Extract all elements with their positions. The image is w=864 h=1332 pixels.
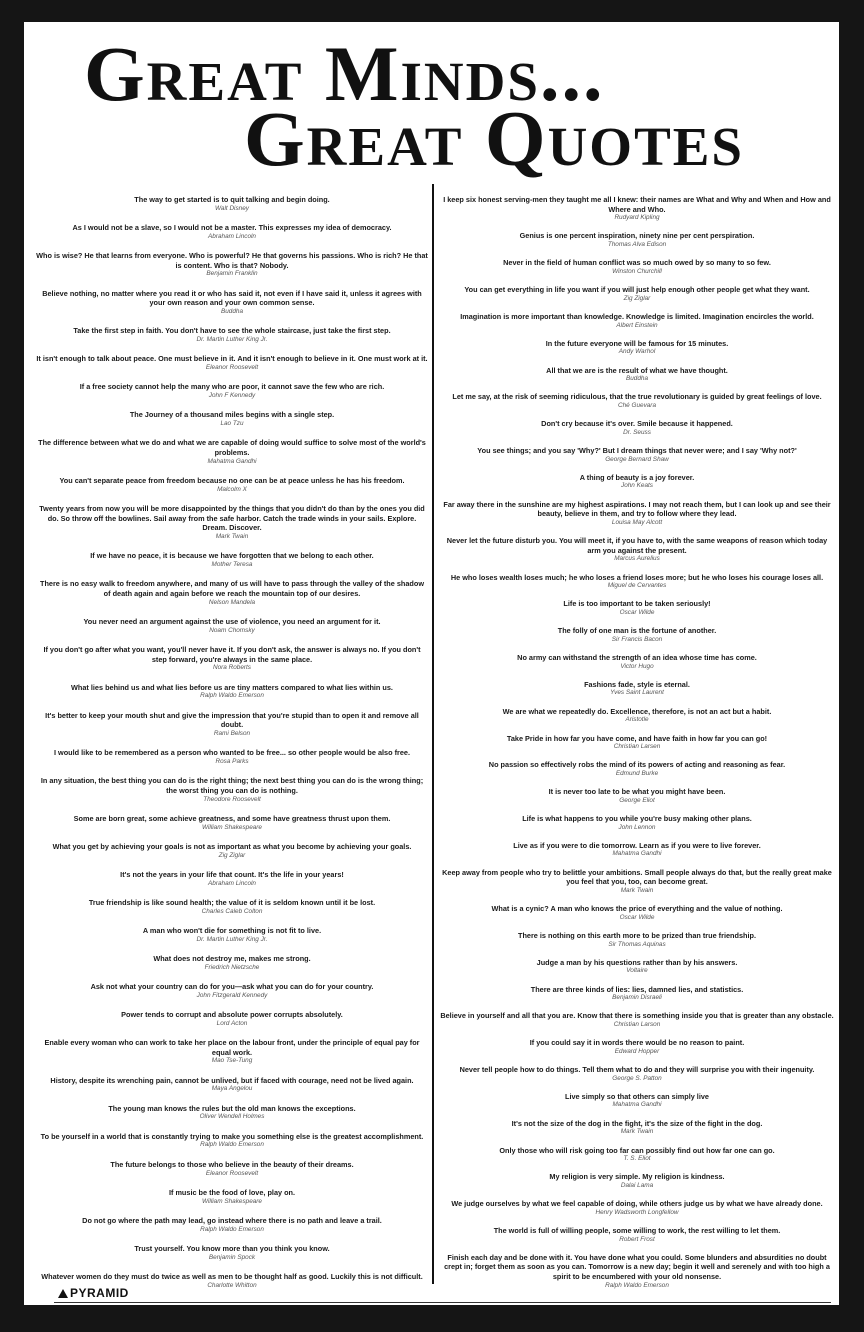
quote-text: He who loses wealth loses much; he who loses a friend loses more; but he who loses his courage loses all. [450,572,824,582]
quote-text: A thing of beauty is a joy forever. [579,472,695,482]
quote-text: Take Pride in how far you have come, and have faith in how far you can go! [506,733,768,743]
quote-author: Lao Tzu [220,420,244,427]
quote-text: History, despite its wrenching pain, cannot be unlived, but if faced with courage, need not be lived again. [50,1075,414,1085]
quote-block [440,1011,834,1029]
quote-author: Buddha [625,375,649,383]
quote-author: Abraham Lincoln [208,232,256,240]
quote-text: Never tell people how to do things. Tell them what to do and they will surprise you with their ingenuity. [459,1065,815,1075]
quote-text: No army can withstand the strength of an idea whose time has come. [517,653,757,663]
quote-block [440,1199,834,1217]
quote-text: The folly of one man is the fortune of another. [557,626,717,636]
quote-text: There are three kinds of lies: lies, damned lies, and statistics. [530,984,744,994]
quote-text: It isn't enough to talk about peace. One must believe in it. And it isn't enough to believe in it. One must work at it. [36,354,428,364]
quote-author: Oliver Wendell Holmes [199,1113,265,1121]
footer-rule [54,1302,831,1303]
quote-text: True friendship is like sound health; the value of it is seldom known until it be lost. [88,898,376,908]
quote-text: The way to get started is to quit talking and begin doing. [134,195,330,204]
quote-text: You see things; and you say 'Why?' But I dream things that never were; and I say 'Why not?' [477,446,797,456]
quote-text: Do not go where the path may lead, go instead where there is no path and leave a trail. [82,1215,382,1225]
quote-block [440,312,834,330]
quote-author: Zig Ziglar [623,294,651,302]
quote-block [36,617,428,635]
quote-author: Benjamin Spock [208,1253,256,1261]
quote-author: Dr. Martin Luther King Jr. [196,335,268,343]
quote-author: Ralph Waldo Emerson [200,1141,264,1149]
quote-text: Enable every woman who can work to take her place on the labour front, under the principle of equal pay for equal work. [44,1038,420,1057]
quote-block [440,473,834,491]
quote-text: We judge ourselves by what we feel capable of doing, while others judge us by what we have already done. [451,1199,823,1209]
quote-block [440,419,834,437]
quote-block [440,868,834,895]
quote-text: The future belongs to those who believe in the beauty of their dreams. [110,1159,354,1169]
quote-block [440,446,834,464]
pyramid-logo-icon [58,1289,68,1298]
quote-author: Rudyard Kipling [614,214,660,222]
quote-block [440,1226,834,1244]
quote-text: As I would not be a slave, so I would not be a master. This expresses my idea of democracy. [72,223,392,233]
quote-author: Charles Caleb Colton [201,907,263,915]
quote-block [36,1038,428,1065]
quote-author: Mark Twain [215,532,249,540]
quote-text: Never in the field of human conflict was so much owed by so many to so few. [503,258,771,268]
quote-block [36,1244,428,1262]
quote-block [440,958,834,976]
title-line-2: Great Quotes [244,95,745,182]
quote-text: Ask not what your country can do for you—ask what you can do for your country. [90,982,374,992]
quote-block [440,573,834,591]
quote-text: What is a cynic? A man who knows the price of everything and the value of nothing. [491,904,783,914]
quote-block [440,285,834,303]
poster [24,22,839,1305]
quote-block [36,195,428,213]
quote-block [36,748,428,766]
quote-author: Benjamin Franklin [206,270,258,278]
quote-author: George Bernard Shaw [605,455,669,463]
quote-author: Mahatma Gandhi [612,1101,662,1109]
quote-text: Some are born great, some achieve greatness, and some have greatness thrust upon them. [73,813,391,823]
quote-author: Louisa May Alcott [611,518,663,526]
quote-block [36,1216,428,1234]
quote-author: Theodore Roosevelt [203,795,261,803]
quote-author: Eleanor Roosevelt [205,1169,259,1177]
quote-block [36,1160,428,1178]
quote-text: Only those who will risk going too far can possibly find out how far one can go. [499,1145,775,1155]
quote-text: Judge a man by his questions rather than by his answers. [536,957,738,967]
quote-author: Dr. Martin Luther King Jr. [196,935,268,943]
quote-text: Trust yourself. You know more than you think you know. [134,1244,330,1253]
quote-author: Noam Chomsky [209,626,255,634]
quote-text: Far away there in the sunshine are my highest aspirations. I may not reach them, but I can look up and see their beauty, believe in them, and try to follow where they lead. [443,499,831,519]
quote-block [36,645,428,672]
quote-text: Power tends to corrupt and absolute power corrupts absolutely. [121,1010,343,1020]
quote-author: Henry Wadsworth Longfellow [595,1208,679,1216]
quote-block [440,841,834,859]
quote-text: I keep six honest serving-men they taught me all I knew: their names are What and Why and When and How and Where and Who. [443,195,831,214]
quote-block [36,223,428,241]
quote-block [36,410,428,428]
quote-text: It's not the years in your life that count. It's the life in your years! [120,870,344,879]
quote-block [440,500,834,527]
quote-block [440,1146,834,1164]
quote-block [440,787,834,805]
quote-text: Life is what happens to you while you're busy making other plans. [522,814,752,823]
quote-author: Charlotte Whitton [207,1281,257,1289]
footer [24,1283,839,1305]
quote-text: Who is wise? He that learns from everyone. Who is powerful? He that governs his passions. Who is rich? He that is content. Who is that? Nobody. [36,251,428,270]
quote-author: Voltaire [626,967,648,975]
quote-block [440,814,834,832]
quote-text: It's better to keep your mouth shut and give the impression that you're stupid than to open it and remove all doubt. [45,710,419,730]
quote-author: William Shakespeare [202,1197,262,1205]
quote-author: Benjamin Disraeli [612,994,662,1002]
quote-text: You can't separate peace from freedom because no one can be at peace unless he has his freedom. [59,476,405,486]
quote-author: Rosa Parks [215,757,249,765]
quote-author: Nelson Mandela [208,598,256,606]
quote-text: No passion so effectively robs the mind of its powers of acting and reasoning as fear. [488,760,786,770]
quote-text: There is nothing on this earth more to be prized than true friendship. [518,930,756,940]
quote-block [440,231,834,249]
quote-text: You can get everything in life you want if you will just help enough other people get what they want. [464,285,810,295]
quote-block [36,898,428,916]
column-divider [432,184,434,1284]
quote-author: William Shakespeare [202,823,262,831]
quote-author: Ché Guevara [617,401,656,409]
quote-block [36,382,428,400]
quote-block [36,1132,428,1150]
quote-author: Yves Saint Laurent [610,689,664,697]
quote-author: Victor Hugo [620,662,654,670]
quote-text: To be yourself in a world that is constantly trying to make you something else is the greatest accomplishment. [40,1131,424,1141]
logo-text: PYRAMID [70,1286,129,1300]
quote-block [36,354,428,372]
quote-author: Mao Tse-Tung [211,1057,253,1065]
quote-block [440,680,834,698]
quote-text: In the future everyone will be famous for 15 minutes. [545,338,729,348]
quote-author: Mark Twain [620,886,654,894]
quote-block [440,931,834,949]
quote-text: If music be the food of love, play on. [168,1187,296,1197]
quote-block [440,653,834,671]
quote-block [440,599,834,617]
quote-author: Christian Larsen [613,743,661,751]
quote-text: Life is too important to be taken seriously! [563,599,711,609]
quote-author: Sir Francis Bacon [611,635,663,643]
quote-text: If we have no peace, it is because we have forgotten that we belong to each other. [90,551,374,561]
quote-text: Live simply so that others can simply live [565,1091,709,1101]
quote-author: Nora Roberts [212,664,251,672]
quote-text: My religion is very simple. My religion is kindness. [549,1172,725,1182]
quote-block [440,734,834,752]
quote-author: Oscar Wilde [619,913,655,921]
quote-author: George S. Patton [612,1074,662,1082]
quote-block [440,707,834,725]
quote-author: Mahatma Gandhi [612,850,662,858]
quote-block [36,870,428,888]
quote-author: John Lennon [618,823,656,831]
quote-block [440,1065,834,1083]
poster-title [24,22,839,192]
quote-author: Malcolm X [217,485,247,493]
quote-author: Christian Larson [613,1020,661,1028]
quote-block [36,579,428,606]
quote-text: Whatever women do they must do twice as well as men to be thought half as good. Luckily this is not difficult. [41,1272,423,1282]
quote-text: Believe nothing, no matter where you read it or who has said it, not even if I have said it, unless it agrees with your own reason and your own common sense. [42,288,422,308]
quote-text: Let me say, at the risk of seeming ridiculous, that the true revolutionary is guided by great feelings of love. [452,392,822,402]
quote-text: Genius is one percent inspiration, ninety nine per cent perspiration. [519,231,755,241]
quote-author: T. S. Eliot [623,1155,651,1163]
quote-author: Rami Belson [213,729,251,737]
quote-author: Sir Thomas Aquinas [608,940,666,948]
quote-text: I would like to be remembered as a person who wanted to be free... so other people would be also free. [53,748,410,758]
quote-author: John Keats [621,482,653,490]
quote-block [440,1119,834,1137]
quote-text: You never need an argument against the use of violence, you need an argument for it. [83,616,381,626]
quote-author: Mark Twain [620,1128,654,1136]
quote-block [440,760,834,778]
quote-block [36,1188,428,1206]
quote-text: Live as if you were to die tomorrow. Learn as if you were to live forever. [513,840,761,850]
quote-text: Keep away from people who try to belittle your ambitions. Small people always do that, but the really great make you feel that you, too, can become great. [442,867,832,887]
quote-block [440,626,834,644]
quote-author: Edward Hopper [614,1047,660,1055]
quote-block [36,251,428,278]
quote-author: Friedrich Nietzsche [204,963,260,971]
quote-block [440,904,834,922]
quote-block [440,195,834,222]
quote-author: Abraham Lincoln [208,879,256,887]
quote-text: The Journey of a thousand miles begins with a single step. [129,410,335,420]
quote-author: George Eliot [619,796,655,804]
quote-author: Marcus Aurelius [614,555,660,563]
quote-author: Walt Disney [215,204,249,212]
quote-author: Mother Teresa [211,560,253,568]
quote-block [36,1076,428,1094]
quote-text: Take the first step in faith. You don't have to see the whole staircase, just take the first step. [73,326,391,336]
quote-text: If you don't go after what you want, you'll never have it. If you don't ask, the answer is always no. If you don't step forward, you're always in the same place. [43,645,421,664]
quote-author: Andy Warhol [618,348,656,356]
left-quote-column [36,195,428,1290]
quote-block [440,258,834,276]
quote-author: Oscar Wilde [619,608,655,616]
quote-author: Winston Churchill [612,267,662,275]
quote-author: Maya Angelou [211,1085,253,1093]
publisher-logo [58,1286,129,1300]
title-line-1: Great Minds... [84,30,605,117]
quote-block [440,1172,834,1190]
quote-block [440,392,834,410]
quote-text: A man who won't die for something is not fit to live. [142,926,322,936]
quote-text: If a free society cannot help the many who are poor, it cannot save the few who are rich. [79,382,385,392]
quote-author: Lord Acton [216,1019,248,1027]
quote-block [36,842,428,860]
quote-author: Dalai Lama [620,1181,654,1189]
quote-block [36,954,428,972]
quote-block [36,504,428,541]
quote-author: Eleanor Roosevelt [205,363,259,371]
quote-block [440,339,834,357]
quote-author: Edmund Burke [615,769,659,777]
quote-block [440,366,834,384]
quote-block [440,985,834,1003]
quote-author: Mahatma Gandhi [207,457,257,465]
quote-text: There is no easy walk to freedom anywhere, and many of us will have to pass through the valley of the shadow of death again and again before we reach the mountain top of our desires. [40,579,424,598]
quote-text: What you get by achieving your goals is not as important as what you become by achieving your goals. [52,841,412,851]
quote-author: Thomas Alva Edison [607,241,667,249]
quote-block [36,551,428,569]
right-quote-column [440,195,834,1290]
quote-block [36,982,428,1000]
quote-block [36,289,428,316]
quote-block [36,776,428,803]
quote-author: Robert Frost [619,1235,655,1243]
quote-author: Aristotle [625,716,649,724]
quote-text: Twenty years from now you will be more disappointed by the things that you didn't do than by the ones you did do. So throw off the bowlines. Sail away from the safe harbor. Catch the trade winds in your sails. Explore. Dream. Discover. [39,504,425,533]
quote-text: Never let the future disturb you. You will meet it, if you have to, with the same weapons of reason which today arm you against the present. [446,536,828,555]
quote-text: It is never too late to be what you might have been. [548,787,726,797]
quote-text: Finish each day and be done with it. You have done what you could. Some blunders and absurdities no doubt crept in; forget them as soon as you can. Tomorrow is a new day; begin it well and serenely and with too high a spirit to be encumbered with your old nonsense. [444,1252,830,1282]
quote-author: Albert Einstein [616,321,658,329]
quote-author: Buddha [220,307,244,315]
quote-block [36,438,428,465]
quote-block [36,1010,428,1028]
quote-block [36,814,428,832]
quote-author: John F Kennedy [208,391,256,399]
quote-block [36,926,428,944]
quote-text: What lies behind us and what lies before us are tiny matters compared to what lies within us. [71,682,393,692]
quote-author: Dr. Seuss [623,428,651,436]
quote-text: It's not the size of the dog in the fight, it's the size of the fight in the dog. [511,1118,763,1128]
quote-author: Zig Ziglar [218,851,246,859]
quote-block [440,1038,834,1056]
quote-text: The young man knows the rules but the old man knows the exceptions. [108,1103,356,1113]
quote-author: Miguel de Cervantes [607,582,667,590]
quote-text: Fashions fade, style is eternal. [584,679,690,689]
quote-author: Ralph Waldo Emerson [200,692,264,700]
quote-text: In any situation, the best thing you can do is the right thing; the next best thing you can do is the wrong thing; the worst thing you can do is nothing. [40,776,424,795]
quote-block [36,1104,428,1122]
quote-text: What does not destroy me, makes me strong. [153,954,311,964]
quote-block [440,536,834,563]
quote-block [36,476,428,494]
quote-block [36,711,428,738]
quote-author: Ralph Waldo Emerson [605,1281,669,1289]
quote-text: Believe in yourself and all that you are. Know that there is something inside you that is greater than any obstacle. [440,1011,834,1021]
quote-text: The world is full of willing people, some willing to work, the rest willing to let them. [493,1226,781,1236]
quote-author: Ralph Waldo Emerson [200,1225,264,1233]
quote-text: If you could say it in words there would be no reason to paint. [529,1038,745,1048]
quote-text: Don't cry because it's over. Smile because it happened. [541,419,733,429]
quote-block [36,326,428,344]
quote-block [440,1092,834,1110]
quote-author: John Fitzgerald Kennedy [196,991,268,999]
quote-block [36,683,428,701]
quote-text: We are what we repeatedly do. Excellence, therefore, is not an act but a habit. [502,706,772,716]
quote-text: The difference between what we do and what we are capable of doing would suffice to solve most of the world's problems. [38,438,426,458]
quote-text: Imagination is more important than knowledge. Knowledge is limited. Imagination encircles the world. [460,311,814,321]
quote-text: All that we are is the result of what we have thought. [546,365,728,375]
